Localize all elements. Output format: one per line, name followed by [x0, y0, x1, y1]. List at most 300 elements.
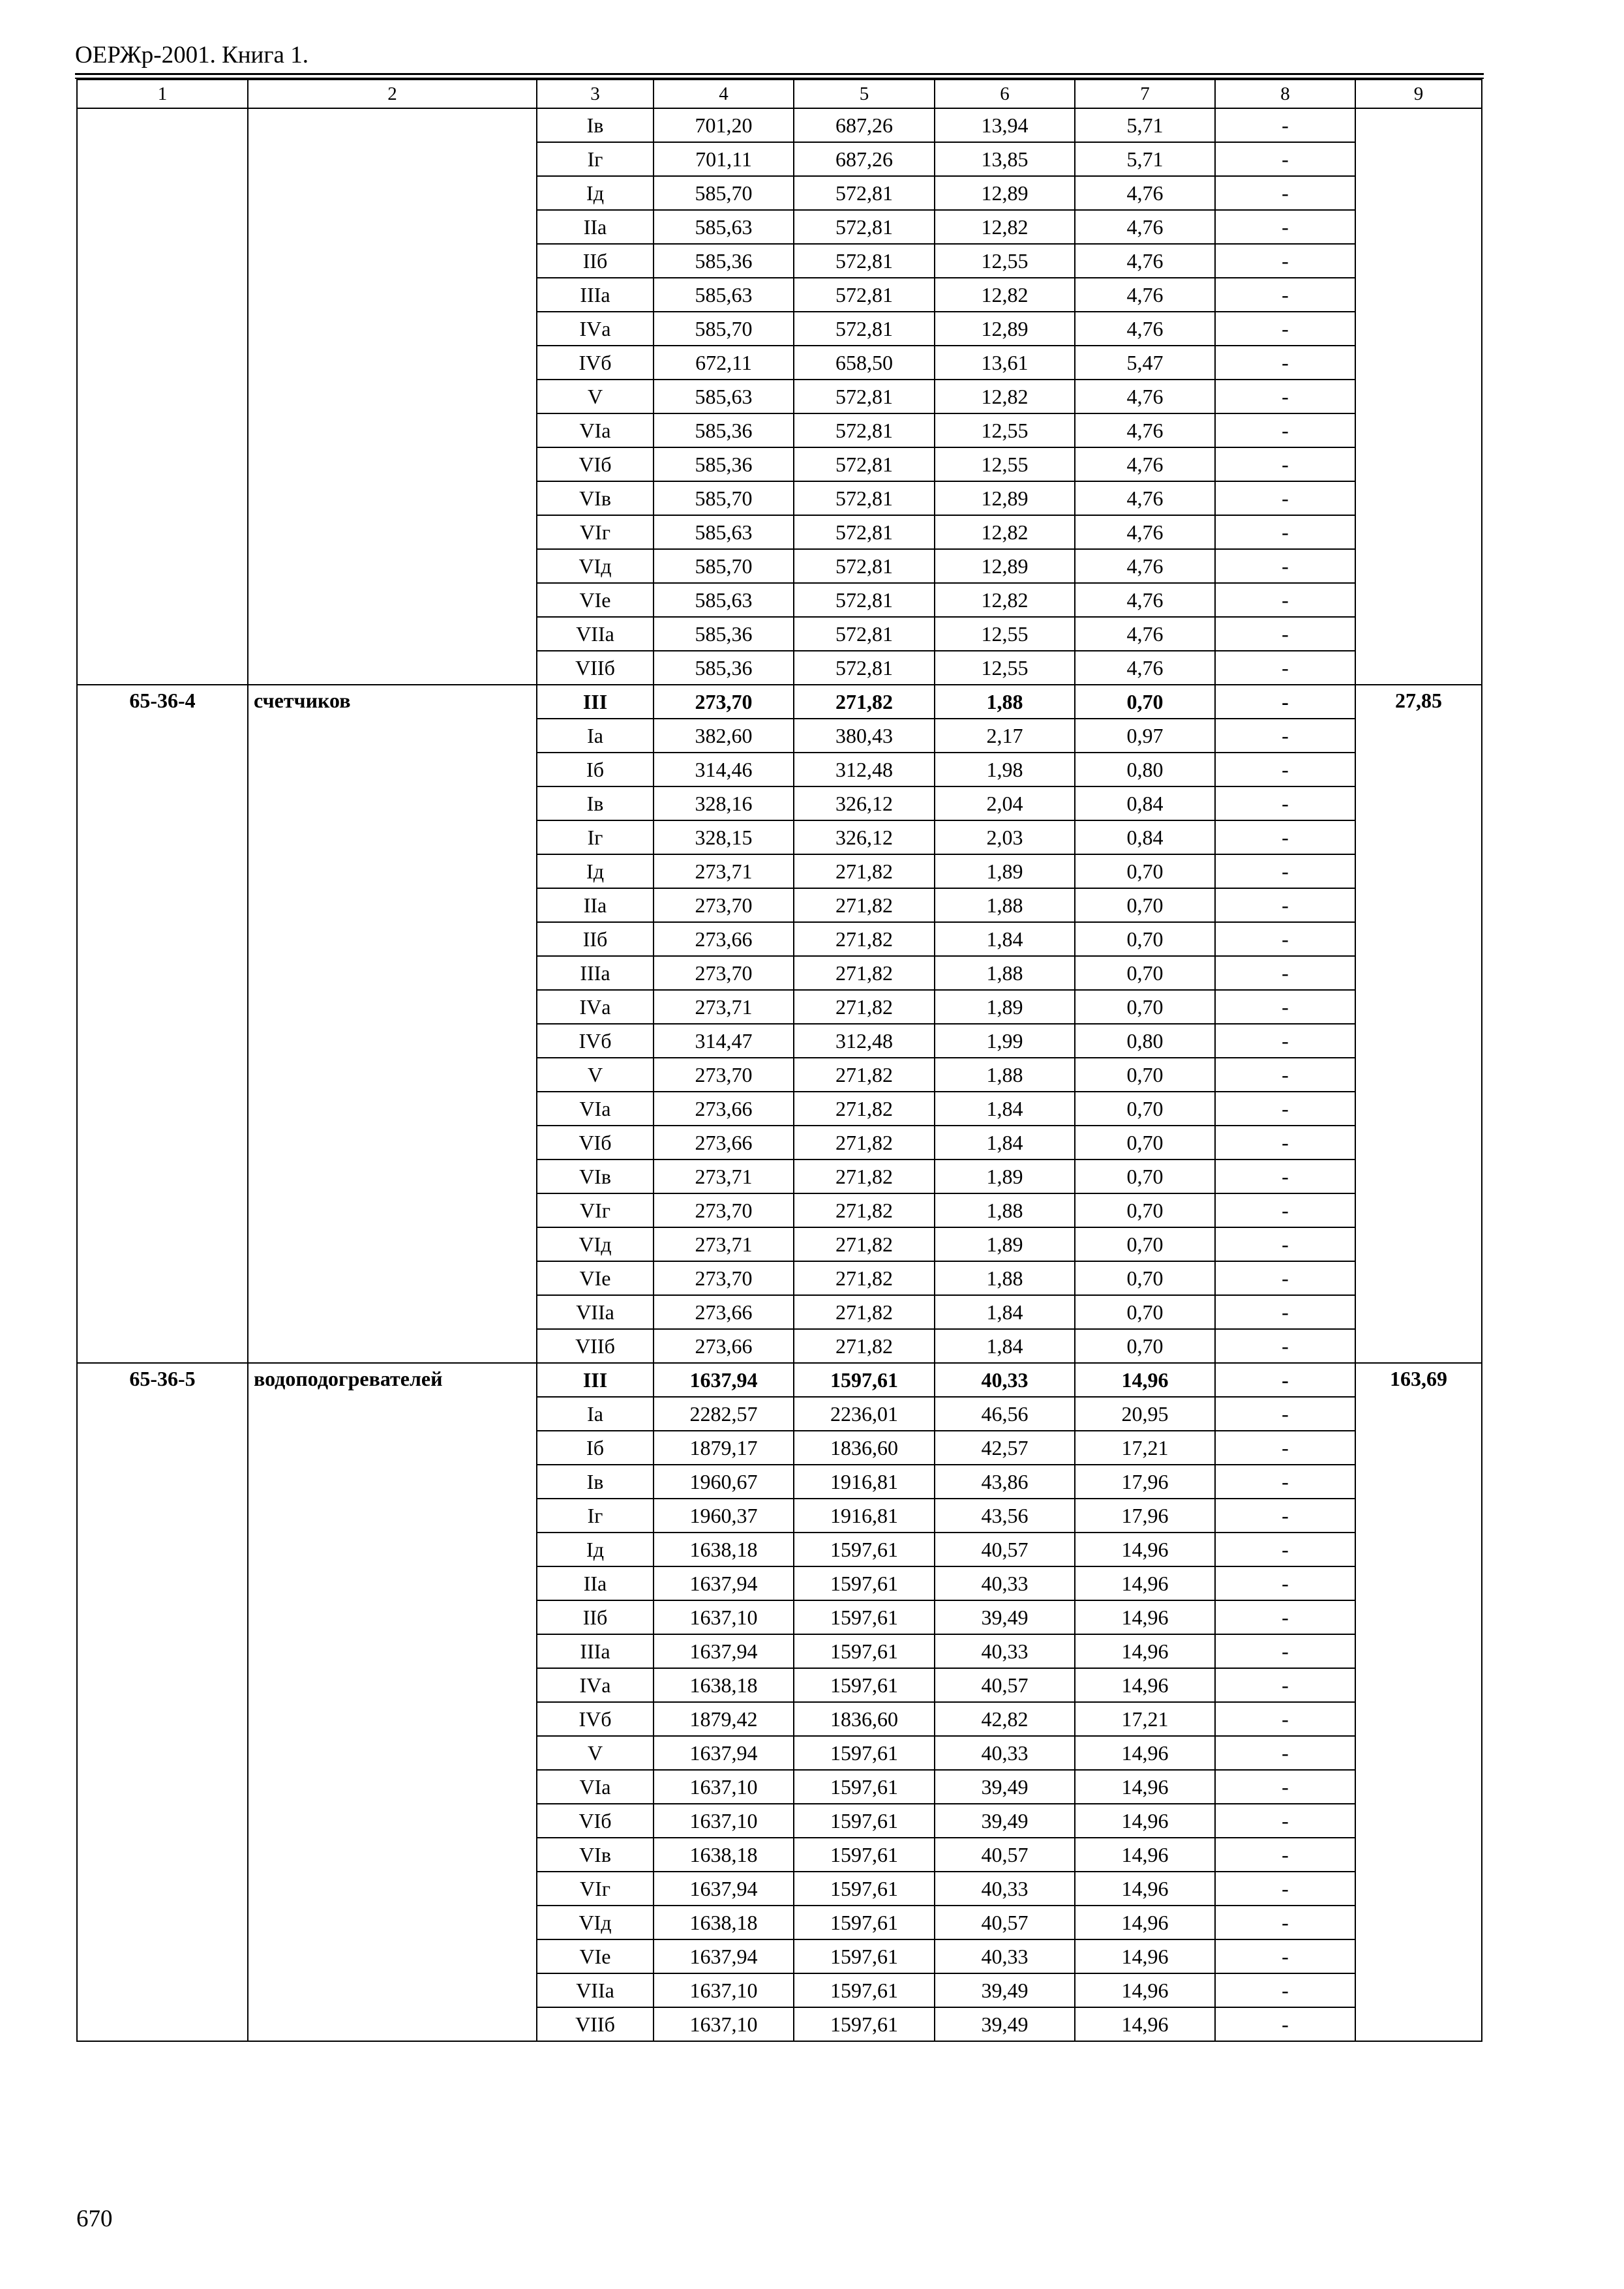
materials-cell: -: [1215, 1465, 1355, 1499]
machines-cell: 13,85: [935, 142, 1075, 176]
machines-cell: 2,03: [935, 820, 1075, 854]
table-row: [77, 1363, 1482, 1397]
machinist-wages-cell: 0,80: [1075, 1024, 1215, 1058]
region-cell: IVб: [537, 1024, 654, 1058]
total-cost-cell: 1637,94: [654, 1634, 794, 1668]
materials-cell: -: [1215, 1804, 1355, 1838]
materials-cell: -: [1215, 922, 1355, 956]
machinist-wages-cell: 14,96: [1075, 1906, 1215, 1939]
materials-cell: -: [1215, 515, 1355, 549]
materials-cell: -: [1215, 1973, 1355, 2007]
wages-cell: 312,48: [794, 753, 935, 786]
materials-cell: -: [1215, 1600, 1355, 1634]
materials-cell: -: [1215, 1906, 1355, 1939]
machines-cell: 40,33: [935, 1872, 1075, 1906]
region-cell: Iд: [537, 176, 654, 210]
region-cell: VIе: [537, 1939, 654, 1973]
wages-cell: 572,81: [794, 312, 935, 346]
machines-cell: 39,49: [935, 1600, 1075, 1634]
machines-cell: 39,49: [935, 1770, 1075, 1804]
machinist-wages-cell: 4,76: [1075, 210, 1215, 244]
machinist-wages-cell: 0,70: [1075, 1227, 1215, 1261]
machinist-wages-cell: 0,70: [1075, 956, 1215, 990]
machines-cell: 39,49: [935, 2007, 1075, 2041]
region-cell: IIа: [537, 210, 654, 244]
wages-cell: 572,81: [794, 278, 935, 312]
machinist-wages-cell: 5,71: [1075, 142, 1215, 176]
machines-cell: 2,17: [935, 719, 1075, 753]
machinist-wages-cell: 0,70: [1075, 1261, 1215, 1295]
region-cell: IIIа: [537, 956, 654, 990]
total-cost-cell: 314,47: [654, 1024, 794, 1058]
total-cost-cell: 273,66: [654, 1126, 794, 1159]
total-cost-cell: 1637,10: [654, 2007, 794, 2041]
region-cell: VIе: [537, 1261, 654, 1295]
materials-cell: -: [1215, 549, 1355, 583]
total-cost-cell: 585,36: [654, 617, 794, 651]
wages-cell: 271,82: [794, 854, 935, 888]
wages-cell: 572,81: [794, 583, 935, 617]
machines-cell: 1,88: [935, 956, 1075, 990]
column-number-cell: 8: [1215, 80, 1355, 108]
region-cell: VIа: [537, 413, 654, 447]
machinist-wages-cell: 14,96: [1075, 1668, 1215, 1702]
wages-cell: 1597,61: [794, 2007, 935, 2041]
total-cost-cell: 1879,17: [654, 1431, 794, 1465]
column-number-cell: 7: [1075, 80, 1215, 108]
materials-cell: -: [1215, 719, 1355, 753]
materials-cell: -: [1215, 312, 1355, 346]
materials-cell: -: [1215, 1736, 1355, 1770]
machinist-wages-cell: 14,96: [1075, 1872, 1215, 1906]
materials-cell: -: [1215, 1533, 1355, 1566]
machines-cell: 40,33: [935, 1363, 1075, 1397]
machinist-wages-cell: 4,76: [1075, 447, 1215, 481]
materials-cell: -: [1215, 1838, 1355, 1872]
materials-cell: -: [1215, 1193, 1355, 1227]
machines-cell: 12,82: [935, 583, 1075, 617]
total-cost-cell: 273,71: [654, 854, 794, 888]
machines-cell: 1,88: [935, 888, 1075, 922]
total-cost-cell: 1960,67: [654, 1465, 794, 1499]
materials-cell: -: [1215, 1363, 1355, 1397]
total-cost-cell: 273,70: [654, 685, 794, 719]
materials-cell: -: [1215, 380, 1355, 413]
region-cell: V: [537, 1058, 654, 1092]
region-cell: IIа: [537, 1566, 654, 1600]
machinist-wages-cell: 4,76: [1075, 380, 1215, 413]
wages-cell: 271,82: [794, 1092, 935, 1126]
materials-cell: -: [1215, 278, 1355, 312]
region-cell: V: [537, 1736, 654, 1770]
machinist-wages-cell: 0,80: [1075, 753, 1215, 786]
machines-cell: 12,89: [935, 549, 1075, 583]
wages-cell: 271,82: [794, 990, 935, 1024]
wages-cell: 572,81: [794, 380, 935, 413]
machines-cell: 1,89: [935, 854, 1075, 888]
region-cell: IIIа: [537, 1634, 654, 1668]
materials-cell: -: [1215, 1397, 1355, 1431]
machines-cell: 40,57: [935, 1838, 1075, 1872]
column-number-cell: 3: [537, 80, 654, 108]
wages-cell: 1597,61: [794, 1906, 935, 1939]
wages-cell: 1597,61: [794, 1804, 935, 1838]
machines-cell: 1,89: [935, 1159, 1075, 1193]
region-cell: VIIб: [537, 2007, 654, 2041]
machines-cell: 1,89: [935, 1227, 1075, 1261]
machinist-wages-cell: 4,76: [1075, 583, 1215, 617]
materials-cell: -: [1215, 651, 1355, 685]
wages-cell: 572,81: [794, 244, 935, 278]
region-cell: VIIб: [537, 651, 654, 685]
wages-cell: 572,81: [794, 176, 935, 210]
machines-cell: 43,56: [935, 1499, 1075, 1533]
total-cost-cell: 1637,10: [654, 1804, 794, 1838]
region-cell: Iа: [537, 719, 654, 753]
page-header: ОЕРЖр-2001. Книга 1.: [75, 42, 308, 68]
machinist-wages-cell: 0,70: [1075, 1126, 1215, 1159]
region-cell: VIв: [537, 1159, 654, 1193]
wages-cell: 271,82: [794, 1159, 935, 1193]
region-cell: Iв: [537, 1465, 654, 1499]
region-cell: VIг: [537, 1193, 654, 1227]
region-cell: Iг: [537, 1499, 654, 1533]
rate-code-cell: [77, 108, 248, 685]
machines-cell: 12,82: [935, 278, 1075, 312]
wages-cell: 572,81: [794, 481, 935, 515]
machines-cell: 40,33: [935, 1634, 1075, 1668]
rate-code-cell: 65-36-5: [77, 1363, 248, 2041]
total-cost-cell: 1637,94: [654, 1363, 794, 1397]
wages-cell: 1597,61: [794, 1872, 935, 1906]
wages-cell: 572,81: [794, 617, 935, 651]
materials-cell: -: [1215, 1024, 1355, 1058]
wages-cell: 2236,01: [794, 1397, 935, 1431]
region-cell: VIб: [537, 1126, 654, 1159]
machines-cell: 12,55: [935, 617, 1075, 651]
machines-cell: 42,82: [935, 1702, 1075, 1736]
wages-cell: 271,82: [794, 1295, 935, 1329]
machinist-wages-cell: 0,70: [1075, 1058, 1215, 1092]
region-cell: IIIа: [537, 278, 654, 312]
machinist-wages-cell: 17,96: [1075, 1465, 1215, 1499]
total-cost-cell: 1637,94: [654, 1736, 794, 1770]
region-cell: VIд: [537, 549, 654, 583]
materials-cell: -: [1215, 1227, 1355, 1261]
total-cost-cell: 585,36: [654, 244, 794, 278]
machines-cell: 43,86: [935, 1465, 1075, 1499]
materials-cell: -: [1215, 210, 1355, 244]
machinist-wages-cell: 4,76: [1075, 312, 1215, 346]
machines-cell: 12,82: [935, 380, 1075, 413]
region-cell: IIа: [537, 888, 654, 922]
region-cell: IVб: [537, 1702, 654, 1736]
machinist-wages-cell: 0,70: [1075, 888, 1215, 922]
materials-cell: -: [1215, 1939, 1355, 1973]
machines-cell: 1,89: [935, 990, 1075, 1024]
region-cell: VIIа: [537, 1973, 654, 2007]
machines-cell: 40,33: [935, 1736, 1075, 1770]
machines-cell: 12,89: [935, 312, 1075, 346]
wages-cell: 326,12: [794, 786, 935, 820]
wages-cell: 1597,61: [794, 1634, 935, 1668]
region-cell: VIг: [537, 1872, 654, 1906]
region-cell: V: [537, 380, 654, 413]
region-cell: Iд: [537, 854, 654, 888]
region-cell: VIд: [537, 1227, 654, 1261]
wages-cell: 1836,60: [794, 1431, 935, 1465]
total-cost-cell: 328,15: [654, 820, 794, 854]
machines-cell: 12,55: [935, 651, 1075, 685]
total-cost-cell: 1960,37: [654, 1499, 794, 1533]
wages-cell: 1916,81: [794, 1465, 935, 1499]
machines-cell: 40,57: [935, 1906, 1075, 1939]
total-cost-cell: 273,70: [654, 888, 794, 922]
wages-cell: 1597,61: [794, 1600, 935, 1634]
column-number-row: [77, 80, 1482, 108]
machines-cell: 12,89: [935, 176, 1075, 210]
rate-name-cell: водоподогревателей: [248, 1363, 537, 2041]
materials-cell: -: [1215, 753, 1355, 786]
header-rule: [75, 73, 1484, 75]
wages-cell: 658,50: [794, 346, 935, 380]
machinist-wages-cell: 4,76: [1075, 549, 1215, 583]
machines-cell: 1,84: [935, 1126, 1075, 1159]
wages-cell: 271,82: [794, 1126, 935, 1159]
materials-cell: -: [1215, 1702, 1355, 1736]
total-cost-cell: 1638,18: [654, 1533, 794, 1566]
total-cost-cell: 273,66: [654, 1329, 794, 1363]
machines-cell: 40,57: [935, 1668, 1075, 1702]
rate-name-cell: [248, 108, 537, 685]
region-cell: VIв: [537, 481, 654, 515]
materials-cell: -: [1215, 244, 1355, 278]
machines-cell: 40,57: [935, 1533, 1075, 1566]
machinist-wages-cell: 14,96: [1075, 1566, 1215, 1600]
machinist-wages-cell: 0,70: [1075, 685, 1215, 719]
total-cost-cell: 672,11: [654, 346, 794, 380]
wages-cell: 687,26: [794, 142, 935, 176]
materials-cell: -: [1215, 685, 1355, 719]
wages-cell: 687,26: [794, 108, 935, 142]
labor-cost-cell: 27,85: [1355, 685, 1482, 1363]
machinist-wages-cell: 4,76: [1075, 617, 1215, 651]
materials-cell: -: [1215, 176, 1355, 210]
wages-cell: 380,43: [794, 719, 935, 753]
machinist-wages-cell: 0,70: [1075, 990, 1215, 1024]
region-cell: VIIа: [537, 617, 654, 651]
total-cost-cell: 1637,94: [654, 1566, 794, 1600]
total-cost-cell: 701,11: [654, 142, 794, 176]
machinist-wages-cell: 0,84: [1075, 820, 1215, 854]
machines-cell: 12,55: [935, 413, 1075, 447]
rate-name-cell: счетчиков: [248, 685, 537, 1363]
total-cost-cell: 273,66: [654, 922, 794, 956]
materials-cell: -: [1215, 142, 1355, 176]
materials-cell: -: [1215, 888, 1355, 922]
materials-cell: -: [1215, 108, 1355, 142]
wages-cell: 271,82: [794, 1193, 935, 1227]
region-cell: IIб: [537, 922, 654, 956]
machines-cell: 13,94: [935, 108, 1075, 142]
wages-cell: 572,81: [794, 210, 935, 244]
region-cell: VIб: [537, 447, 654, 481]
labor-cost-cell: [1355, 108, 1482, 685]
wages-cell: 1597,61: [794, 1363, 935, 1397]
total-cost-cell: 273,70: [654, 956, 794, 990]
column-number-cell: 2: [248, 80, 537, 108]
machinist-wages-cell: 0,97: [1075, 719, 1215, 753]
machines-cell: 40,33: [935, 1939, 1075, 1973]
machinist-wages-cell: 20,95: [1075, 1397, 1215, 1431]
machines-cell: 2,04: [935, 786, 1075, 820]
wages-cell: 271,82: [794, 956, 935, 990]
total-cost-cell: 328,16: [654, 786, 794, 820]
materials-cell: -: [1215, 1058, 1355, 1092]
total-cost-cell: 273,71: [654, 990, 794, 1024]
column-number-cell: 5: [794, 80, 935, 108]
machines-cell: 40,33: [935, 1566, 1075, 1600]
materials-cell: -: [1215, 1634, 1355, 1668]
total-cost-cell: 585,70: [654, 176, 794, 210]
total-cost-cell: 585,36: [654, 651, 794, 685]
total-cost-cell: 1638,18: [654, 1668, 794, 1702]
machinist-wages-cell: 0,70: [1075, 1295, 1215, 1329]
total-cost-cell: 1879,42: [654, 1702, 794, 1736]
total-cost-cell: 273,66: [654, 1295, 794, 1329]
machines-cell: 42,57: [935, 1431, 1075, 1465]
materials-cell: -: [1215, 583, 1355, 617]
wages-cell: 572,81: [794, 651, 935, 685]
materials-cell: -: [1215, 1261, 1355, 1295]
region-cell: VIв: [537, 1838, 654, 1872]
region-cell: VIа: [537, 1092, 654, 1126]
wages-cell: 572,81: [794, 549, 935, 583]
machines-cell: 1,88: [935, 1261, 1075, 1295]
wages-cell: 1597,61: [794, 1533, 935, 1566]
machinist-wages-cell: 14,96: [1075, 1600, 1215, 1634]
wages-cell: 271,82: [794, 1227, 935, 1261]
column-number-cell: 9: [1355, 80, 1482, 108]
total-cost-cell: 1637,94: [654, 1872, 794, 1906]
machinist-wages-cell: 4,76: [1075, 651, 1215, 685]
machinist-wages-cell: 14,96: [1075, 1838, 1215, 1872]
machinist-wages-cell: 5,47: [1075, 346, 1215, 380]
total-cost-cell: 1637,10: [654, 1973, 794, 2007]
machinist-wages-cell: 0,70: [1075, 854, 1215, 888]
machines-cell: 13,61: [935, 346, 1075, 380]
machines-cell: 1,99: [935, 1024, 1075, 1058]
materials-cell: -: [1215, 1668, 1355, 1702]
page-number: 670: [76, 2206, 113, 2232]
machines-cell: 12,55: [935, 447, 1075, 481]
region-cell: VIIб: [537, 1329, 654, 1363]
table-body: [77, 80, 1482, 2041]
wages-cell: 271,82: [794, 1261, 935, 1295]
materials-cell: -: [1215, 1770, 1355, 1804]
wages-cell: 1916,81: [794, 1499, 935, 1533]
wages-cell: 271,82: [794, 888, 935, 922]
region-cell: IVа: [537, 312, 654, 346]
wages-cell: 271,82: [794, 922, 935, 956]
total-cost-cell: 585,63: [654, 380, 794, 413]
region-cell: Iб: [537, 753, 654, 786]
total-cost-cell: 273,66: [654, 1092, 794, 1126]
machines-cell: 1,88: [935, 1193, 1075, 1227]
wages-cell: 326,12: [794, 820, 935, 854]
materials-cell: -: [1215, 1329, 1355, 1363]
machines-cell: 1,84: [935, 1295, 1075, 1329]
region-cell: VIа: [537, 1770, 654, 1804]
region-cell: VIд: [537, 1906, 654, 1939]
wages-cell: 1597,61: [794, 1973, 935, 2007]
machinist-wages-cell: 14,96: [1075, 1804, 1215, 1838]
materials-cell: -: [1215, 1566, 1355, 1600]
materials-cell: -: [1215, 956, 1355, 990]
machinist-wages-cell: 4,76: [1075, 176, 1215, 210]
machines-cell: 1,98: [935, 753, 1075, 786]
total-cost-cell: 585,36: [654, 413, 794, 447]
materials-cell: -: [1215, 617, 1355, 651]
machines-cell: 12,55: [935, 244, 1075, 278]
machinist-wages-cell: 14,96: [1075, 1363, 1215, 1397]
machinist-wages-cell: 0,70: [1075, 1159, 1215, 1193]
wages-cell: 1597,61: [794, 1668, 935, 1702]
region-cell: Iв: [537, 786, 654, 820]
total-cost-cell: 585,63: [654, 278, 794, 312]
machinist-wages-cell: 17,96: [1075, 1499, 1215, 1533]
region-cell: VIе: [537, 583, 654, 617]
machinist-wages-cell: 14,96: [1075, 2007, 1215, 2041]
total-cost-cell: 585,70: [654, 312, 794, 346]
region-cell: Iд: [537, 1533, 654, 1566]
materials-cell: -: [1215, 1092, 1355, 1126]
wages-cell: 1836,60: [794, 1702, 935, 1736]
machinist-wages-cell: 5,71: [1075, 108, 1215, 142]
total-cost-cell: 2282,57: [654, 1397, 794, 1431]
machines-cell: 1,88: [935, 1058, 1075, 1092]
machinist-wages-cell: 0,70: [1075, 922, 1215, 956]
materials-cell: -: [1215, 1159, 1355, 1193]
region-cell: IVб: [537, 346, 654, 380]
region-cell: VIг: [537, 515, 654, 549]
total-cost-cell: 314,46: [654, 753, 794, 786]
machinist-wages-cell: 4,76: [1075, 278, 1215, 312]
wages-cell: 1597,61: [794, 1939, 935, 1973]
materials-cell: -: [1215, 1126, 1355, 1159]
machines-cell: 1,88: [935, 685, 1075, 719]
materials-cell: -: [1215, 346, 1355, 380]
column-number-cell: 1: [77, 80, 248, 108]
table-row: [77, 108, 1482, 142]
wages-cell: 1597,61: [794, 1566, 935, 1600]
machinist-wages-cell: 14,96: [1075, 1634, 1215, 1668]
wages-cell: 572,81: [794, 447, 935, 481]
wages-cell: 271,82: [794, 1058, 935, 1092]
total-cost-cell: 585,70: [654, 549, 794, 583]
machines-cell: 39,49: [935, 1804, 1075, 1838]
machines-cell: 46,56: [935, 1397, 1075, 1431]
total-cost-cell: 585,36: [654, 447, 794, 481]
total-cost-cell: 273,70: [654, 1058, 794, 1092]
materials-cell: -: [1215, 1431, 1355, 1465]
machinist-wages-cell: 14,96: [1075, 1939, 1215, 1973]
wages-cell: 1597,61: [794, 1838, 935, 1872]
total-cost-cell: 585,63: [654, 210, 794, 244]
wages-cell: 271,82: [794, 1329, 935, 1363]
machinist-wages-cell: 4,76: [1075, 481, 1215, 515]
region-cell: IIб: [537, 1600, 654, 1634]
